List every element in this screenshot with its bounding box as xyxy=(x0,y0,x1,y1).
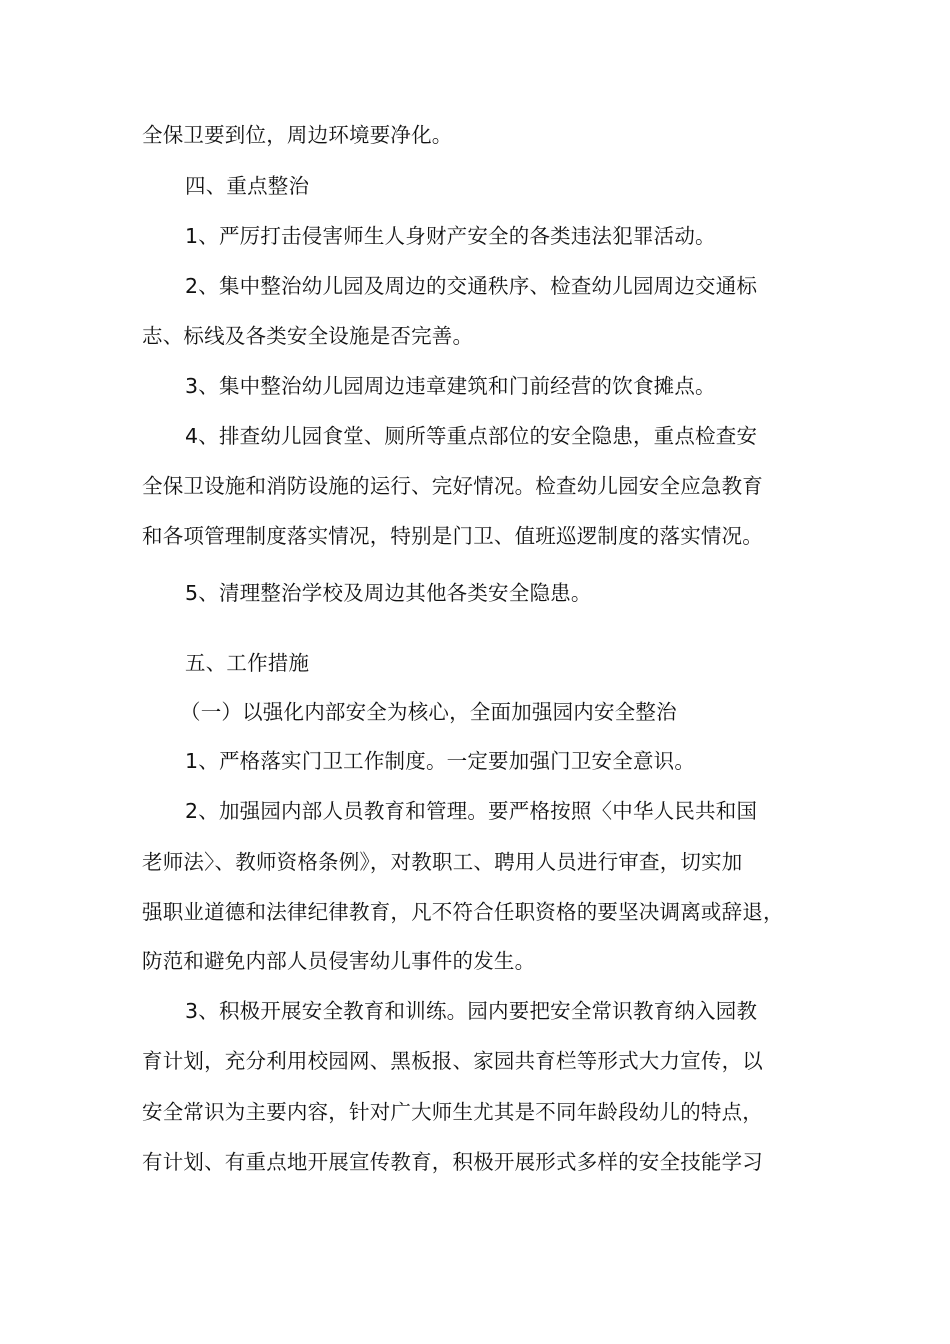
body-text-line: 全保卫设施和消防设施的运行、完好情况。检查幼儿园安全应急教育 xyxy=(142,474,763,498)
list-item: 1、严格落实门卫工作制度。一定要加强门卫安全意识。 xyxy=(185,749,696,773)
list-item: 4、排查幼儿园食堂、厕所等重点部位的安全隐患，重点检查安 xyxy=(185,424,758,448)
list-item: 1、严厉打击侵害师生人身财产安全的各类违法犯罪活动。 xyxy=(185,224,716,248)
body-text-line: 全保卫要到位，周边环境要净化。 xyxy=(142,123,453,147)
body-text-line: 育计划，充分利用校园网、黑板报、家园共育栏等形式大力宣传，以 xyxy=(142,1049,763,1073)
body-text-line: 安全常识为主要内容，针对广大师生尤其是不同年龄段幼儿的特点， xyxy=(142,1100,763,1124)
list-item: 2、集中整治幼儿园及周边的交通秩序、检查幼儿园周边交通标 xyxy=(185,274,758,298)
body-text-line: 老师法〉、教师资格条例》，对教职工、聘用人员进行审查，切实加 xyxy=(142,850,743,874)
subsection-heading: （一）以强化内部安全为核心，全面加强园内安全整治 xyxy=(180,700,677,724)
body-text-line: 强职业道德和法律纪律教育，凡不符合任职资格的要坚决调离或辞退， xyxy=(142,900,784,924)
body-text-line: 志、标线及各类安全设施是否完善。 xyxy=(142,324,474,348)
section-heading: 五、工作措施 xyxy=(185,651,310,675)
body-text-line: 和各项管理制度落实情况，特别是门卫、值班巡逻制度的落实情况。 xyxy=(142,524,763,548)
list-item: 5、清理整治学校及周边其他各类安全隐患。 xyxy=(185,581,592,605)
body-text-line: 有计划、有重点地开展宣传教育，积极开展形式多样的安全技能学习 xyxy=(142,1150,763,1174)
list-item: 3、集中整治幼儿园周边违章建筑和门前经营的饮食摊点。 xyxy=(185,374,716,398)
section-heading: 四、重点整治 xyxy=(185,174,310,198)
body-text-line: 防范和避免内部人员侵害幼儿事件的发生。 xyxy=(142,949,536,973)
list-item: 2、加强园内部人员教育和管理。要严格按照〈中华人民共和国 xyxy=(185,799,758,823)
list-item: 3、积极开展安全教育和训练。园内要把安全常识教育纳入园教 xyxy=(185,999,758,1023)
